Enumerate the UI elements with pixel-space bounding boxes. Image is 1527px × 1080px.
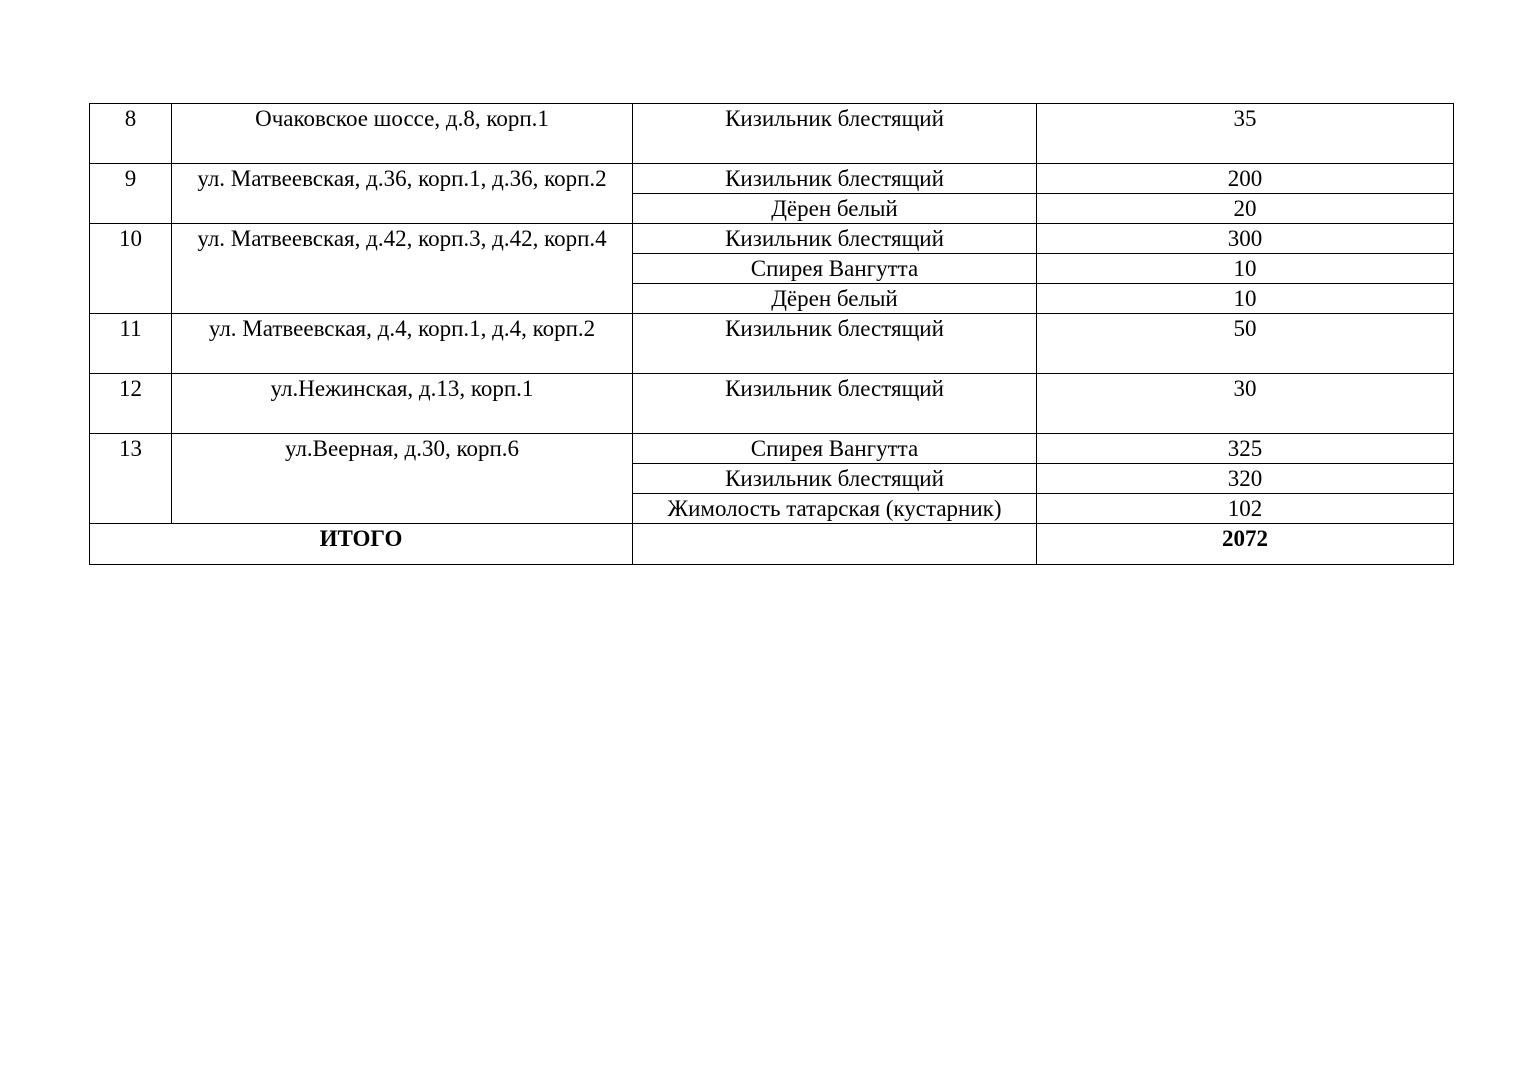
row-number: 12 bbox=[90, 374, 172, 434]
total-quantity: 2072 bbox=[1037, 524, 1454, 565]
quantity-cell: 325 bbox=[1037, 434, 1454, 464]
plant-cell: Кизильник блестящий bbox=[633, 224, 1037, 254]
table-row bbox=[90, 164, 1454, 194]
table-row bbox=[90, 434, 1454, 464]
plant-cell: Жимолость татарская (кустарник) bbox=[633, 494, 1037, 524]
quantity-cell: 35 bbox=[1037, 104, 1454, 164]
table-row bbox=[90, 224, 1454, 254]
address-cell: ул. Матвеевская, д.36, корп.1, д.36, корп.2 bbox=[172, 164, 633, 224]
row-number: 9 bbox=[90, 164, 172, 224]
plant-cell: Кизильник блестящий bbox=[633, 164, 1037, 194]
planting-table bbox=[89, 103, 1454, 565]
plant-cell: Дёрен белый bbox=[633, 194, 1037, 224]
table-row bbox=[90, 374, 1454, 434]
total-row bbox=[90, 524, 1454, 565]
quantity-cell: 200 bbox=[1037, 164, 1454, 194]
quantity-cell: 10 bbox=[1037, 284, 1454, 314]
address-cell: ул.Веерная, д.30, корп.6 bbox=[172, 434, 633, 524]
address-cell: Очаковское шоссе, д.8, корп.1 bbox=[172, 104, 633, 164]
table-row bbox=[90, 314, 1454, 374]
address-cell: ул. Матвеевская, д.42, корп.3, д.42, корп.4 bbox=[172, 224, 633, 314]
row-number: 10 bbox=[90, 224, 172, 314]
plant-cell: Кизильник блестящий bbox=[633, 464, 1037, 494]
quantity-cell: 102 bbox=[1037, 494, 1454, 524]
quantity-cell: 20 bbox=[1037, 194, 1454, 224]
row-number: 8 bbox=[90, 104, 172, 164]
total-label: ИТОГО bbox=[90, 524, 633, 565]
plant-cell: Спирея Вангутта bbox=[633, 254, 1037, 284]
plant-cell: Кизильник блестящий bbox=[633, 374, 1037, 434]
row-number: 13 bbox=[90, 434, 172, 524]
plant-cell: Кизильник блестящий bbox=[633, 104, 1037, 164]
quantity-cell: 300 bbox=[1037, 224, 1454, 254]
quantity-cell: 320 bbox=[1037, 464, 1454, 494]
plant-cell: Спирея Вангутта bbox=[633, 434, 1037, 464]
address-cell: ул. Матвеевская, д.4, корп.1, д.4, корп.2 bbox=[172, 314, 633, 374]
row-number: 11 bbox=[90, 314, 172, 374]
quantity-cell: 10 bbox=[1037, 254, 1454, 284]
table-row bbox=[90, 104, 1454, 164]
total-plant-cell bbox=[633, 524, 1037, 565]
plant-cell: Дёрен белый bbox=[633, 284, 1037, 314]
quantity-cell: 30 bbox=[1037, 374, 1454, 434]
quantity-cell: 50 bbox=[1037, 314, 1454, 374]
plant-cell: Кизильник блестящий bbox=[633, 314, 1037, 374]
address-cell: ул.Нежинская, д.13, корп.1 bbox=[172, 374, 633, 434]
